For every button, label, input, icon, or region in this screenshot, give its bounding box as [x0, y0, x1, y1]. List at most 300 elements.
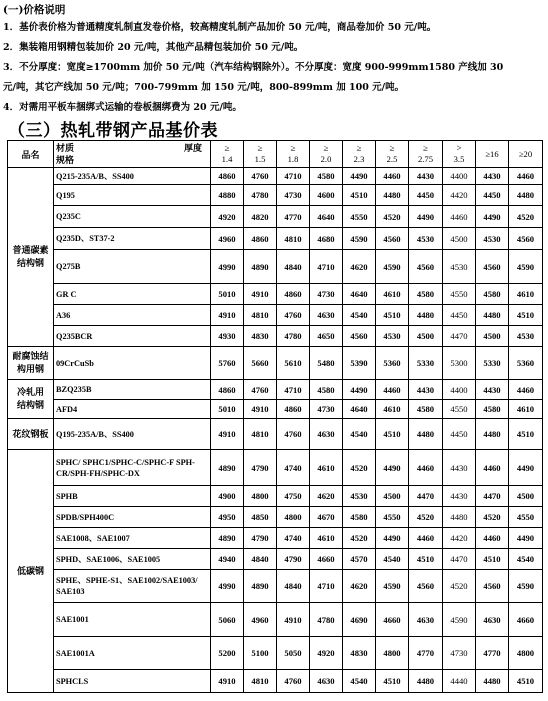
price-cell: 4450	[476, 185, 509, 206]
price-cell: 4630	[310, 670, 343, 693]
price-cell: 4600	[310, 185, 343, 206]
price-cell: 4490	[376, 450, 409, 486]
price-cell: 4740	[277, 450, 310, 486]
material-spec: SAE1001A	[54, 637, 211, 670]
thickness-column-header	[443, 141, 476, 168]
price-cell: 4590	[376, 250, 409, 284]
price-cell: 4540	[343, 305, 376, 326]
price-cell: 4560	[509, 228, 543, 250]
price-cell: 4530	[443, 250, 476, 284]
price-cell: 4730	[277, 185, 310, 206]
price-cell: 4770	[277, 206, 310, 228]
price-cell: 4800	[244, 486, 277, 507]
price-cell: 4610	[509, 400, 543, 419]
price-cell: 4400	[443, 380, 476, 400]
material-spec: SPHC/ SPHC1/SPHC-C/SPHC-F SPH-CR/SPH-FH/SPHC-DX	[54, 450, 211, 486]
price-cell: 4660	[310, 549, 343, 570]
material-spec: SAE1001	[54, 603, 211, 637]
table-row	[8, 603, 543, 637]
table-row	[8, 347, 543, 380]
price-cell: 4630	[310, 419, 343, 450]
spec-header	[54, 141, 211, 168]
material-spec: 09CrCuSb	[54, 347, 211, 380]
price-cell: 4880	[211, 185, 244, 206]
note-4: 4．对需用平板车捆绑式运输的卷板捆绑费为 20 元/吨。	[3, 102, 242, 113]
price-cell: 4490	[343, 380, 376, 400]
price-cell: 4770	[476, 637, 509, 670]
thickness-label: 厚度	[183, 143, 202, 153]
price-cell: 4790	[277, 549, 310, 570]
price-cell: 4480	[443, 507, 476, 528]
thickness-operator: ≥	[224, 143, 230, 153]
price-cell: 4990	[211, 250, 244, 284]
price-cell: 4960	[244, 603, 277, 637]
price-cell: 4840	[277, 570, 310, 603]
price-cell: 4610	[376, 400, 409, 419]
product-category: 冷轧用 结构钢	[8, 380, 54, 419]
price-cell: 4840	[244, 549, 277, 570]
price-cell: 4730	[310, 284, 343, 305]
price-cell: 4810	[277, 228, 310, 250]
price-cell: 4470	[443, 549, 476, 570]
price-cell: 5610	[277, 347, 310, 380]
material-spec: Q235C	[54, 206, 211, 228]
price-cell: 5760	[211, 347, 244, 380]
price-cell: 4460	[409, 528, 443, 549]
price-cell: 4550	[443, 400, 476, 419]
thickness-value: 1.4	[221, 154, 233, 164]
section-title: （三）热轧带钢产品基价表	[8, 121, 218, 141]
price-cell: 5480	[310, 347, 343, 380]
material-spec: SPHD、SAE1006、SAE1005	[54, 549, 211, 570]
price-cell: 4790	[244, 528, 277, 549]
price-cell: 4530	[343, 486, 376, 507]
price-cell: 4580	[476, 400, 509, 419]
price-cell: 4550	[443, 284, 476, 305]
price-cell: 4560	[376, 228, 409, 250]
price-cell: 4490	[509, 450, 543, 486]
price-cell: 4580	[476, 284, 509, 305]
price-cell: 5390	[343, 347, 376, 380]
price-cell: 4590	[376, 570, 409, 603]
material-spec: SAE1008、SAE1007	[54, 528, 211, 549]
price-cell: 4420	[443, 185, 476, 206]
price-cell: 4890	[244, 570, 277, 603]
price-cell: 4540	[376, 549, 409, 570]
price-cell: 4490	[376, 528, 409, 549]
price-cell: 4890	[244, 250, 277, 284]
price-cell: 4530	[409, 228, 443, 250]
price-cell: 4710	[277, 168, 310, 185]
thickness-column-header	[376, 141, 409, 168]
note-1: 1．基价表价格为普通精度轧制直发卷价格，较高精度轧制产品加价 50 元/吨，商品卷加价 50 元/吨。	[3, 22, 437, 33]
price-cell: 4790	[244, 450, 277, 486]
thickness-value: 1.5	[254, 154, 266, 164]
table-row	[8, 549, 543, 570]
price-cell: 4830	[343, 637, 376, 670]
price-cell: 4710	[310, 570, 343, 603]
notes-heading: (一)价格说明	[3, 4, 66, 16]
material-spec: GR C	[54, 284, 211, 305]
price-cell: 4460	[476, 528, 509, 549]
price-cell: 4590	[343, 228, 376, 250]
price-cell: 4560	[343, 326, 376, 347]
material-spec: AFD4	[54, 400, 211, 419]
price-cell: 4510	[376, 419, 409, 450]
price-cell: 4540	[343, 670, 376, 693]
material-spec: A36	[54, 305, 211, 326]
price-cell: 4480	[509, 185, 543, 206]
price-notes	[3, 18, 543, 118]
price-cell: 4560	[476, 250, 509, 284]
price-cell: 5010	[211, 400, 244, 419]
material-spec: Q275B	[54, 250, 211, 284]
thickness-operator: ≥	[323, 143, 329, 153]
price-cell: 4510	[376, 670, 409, 693]
price-cell: 4460	[509, 168, 543, 185]
price-cell: 5300	[443, 347, 476, 380]
price-cell: 4740	[277, 528, 310, 549]
thickness-column-header	[310, 141, 343, 168]
thickness-operator: >	[456, 143, 462, 153]
thickness-column-header	[409, 141, 443, 168]
price-cell: 4470	[443, 326, 476, 347]
price-cell: 4730	[310, 400, 343, 419]
thickness-operator: ≥	[423, 143, 428, 153]
price-cell: 4490	[409, 206, 443, 228]
price-cell: 5660	[244, 347, 277, 380]
price-cell: 4480	[476, 670, 509, 693]
thickness-column-header	[343, 141, 376, 168]
price-cell: 4640	[310, 206, 343, 228]
price-cell: 4480	[476, 419, 509, 450]
table-row	[8, 400, 543, 419]
price-cell: 4460	[376, 168, 409, 185]
table-row	[8, 450, 543, 486]
price-cell: 4480	[409, 419, 443, 450]
price-cell: 4770	[409, 637, 443, 670]
price-cell: 5050	[277, 637, 310, 670]
price-cell: 4690	[343, 603, 376, 637]
price-cell: 4480	[409, 670, 443, 693]
thickness-operator: ≥	[290, 143, 296, 153]
price-cell: 4800	[277, 507, 310, 528]
price-cell: 4580	[343, 507, 376, 528]
price-cell: 4760	[244, 380, 277, 400]
price-cell: 5330	[476, 347, 509, 380]
price-cell: 4590	[509, 570, 543, 603]
price-cell: 4730	[443, 637, 476, 670]
price-cell: 4510	[343, 185, 376, 206]
price-cell: 5100	[244, 637, 277, 670]
price-cell: 4480	[476, 305, 509, 326]
price-cell: 4460	[409, 450, 443, 486]
price-cell: 4500	[443, 228, 476, 250]
price-cell: 4430	[443, 450, 476, 486]
price-cell: 4780	[277, 326, 310, 347]
price-cell: 4510	[409, 549, 443, 570]
price-cell: 4460	[509, 380, 543, 400]
price-cell: 4580	[310, 380, 343, 400]
material-spec: SPHCLS	[54, 670, 211, 693]
price-cell: 4910	[211, 305, 244, 326]
price-cell: 4910	[277, 603, 310, 637]
price-cell: 4430	[476, 168, 509, 185]
price-cell: 4930	[211, 326, 244, 347]
price-cell: 4520	[343, 450, 376, 486]
price-cell: 4500	[376, 486, 409, 507]
price-cell: 4450	[409, 185, 443, 206]
price-cell: 4550	[343, 206, 376, 228]
price-cell: 4520	[443, 570, 476, 603]
price-cell: 4860	[244, 228, 277, 250]
thickness-operator: ≥	[389, 143, 395, 153]
price-cell: 4630	[476, 603, 509, 637]
price-cell: 4590	[443, 603, 476, 637]
price-cell: 4750	[277, 486, 310, 507]
price-cell: 4400	[443, 168, 476, 185]
price-cell: 4680	[310, 228, 343, 250]
price-cell: 4900	[211, 486, 244, 507]
price-cell: 4800	[376, 637, 409, 670]
price-cell: 4960	[211, 228, 244, 250]
material-label: 材质	[56, 143, 75, 153]
price-cell: 4480	[409, 305, 443, 326]
price-cell: 4910	[244, 284, 277, 305]
price-cell: 4830	[244, 326, 277, 347]
price-cell: 4920	[211, 206, 244, 228]
product-category: 花纹钢板	[8, 419, 54, 450]
price-cell: 4760	[277, 419, 310, 450]
price-cell: 4510	[509, 305, 543, 326]
price-cell: 4540	[509, 549, 543, 570]
material-spec: Q215-235A/B、SS400	[54, 168, 211, 185]
price-cell: 4530	[476, 228, 509, 250]
price-cell: 4560	[476, 570, 509, 603]
price-cell: 4710	[310, 250, 343, 284]
material-spec: SPDB/SPH400C	[54, 507, 211, 528]
price-cell: 4530	[376, 326, 409, 347]
spec-label: 规格	[56, 155, 75, 165]
price-cell: 4950	[211, 507, 244, 528]
material-spec: Q195	[54, 185, 211, 206]
price-cell: 4590	[509, 250, 543, 284]
thickness-column-header	[509, 141, 543, 168]
price-cell: 4440	[443, 670, 476, 693]
price-cell: 4510	[376, 305, 409, 326]
price-cell: 4610	[310, 450, 343, 486]
thickness-value: 2.3	[353, 154, 365, 164]
table-row	[8, 637, 543, 670]
price-cell: 4490	[509, 528, 543, 549]
price-cell: 4500	[476, 326, 509, 347]
price-cell: 4840	[277, 250, 310, 284]
product-category: 低碳钢	[8, 450, 54, 693]
table-row	[8, 670, 543, 693]
price-cell: 4810	[244, 670, 277, 693]
price-cell: 4820	[244, 206, 277, 228]
price-cell: 4460	[476, 450, 509, 486]
table-row	[8, 570, 543, 603]
price-cell: 4580	[409, 284, 443, 305]
price-cell: 4620	[343, 250, 376, 284]
product-header: 品名	[8, 141, 54, 168]
price-cell: 4450	[443, 419, 476, 450]
price-cell: 4620	[310, 486, 343, 507]
price-cell: 4860	[277, 400, 310, 419]
price-cell: 4990	[211, 570, 244, 603]
price-cell: 4800	[509, 637, 543, 670]
price-cell: 4670	[310, 507, 343, 528]
price-cell: 4890	[211, 450, 244, 486]
price-cell: 4480	[376, 185, 409, 206]
thickness-value: 2.0	[320, 154, 332, 164]
price-cell: 4910	[211, 670, 244, 693]
table-row	[8, 228, 543, 250]
price-cell: 4890	[211, 528, 244, 549]
price-cell: 4500	[409, 326, 443, 347]
material-spec: Q235D、ST37-2	[54, 228, 211, 250]
thickness-value: 2.5	[386, 154, 398, 164]
price-cell: 4780	[244, 185, 277, 206]
price-cell: 4490	[476, 206, 509, 228]
thickness-value: ≥16	[485, 148, 499, 159]
price-cell: 4530	[509, 326, 543, 347]
thickness-column-header	[244, 141, 277, 168]
price-cell: 4470	[476, 486, 509, 507]
price-cell: 4520	[343, 528, 376, 549]
price-cell: 4940	[211, 549, 244, 570]
price-cell: 4460	[443, 206, 476, 228]
price-cell: 5360	[509, 347, 543, 380]
price-cell: 4780	[310, 603, 343, 637]
table-row	[8, 185, 543, 206]
price-cell: 4510	[476, 549, 509, 570]
table-row	[8, 206, 543, 228]
price-cell: 4910	[244, 400, 277, 419]
table-row	[8, 168, 543, 185]
thickness-value: ≥20	[518, 148, 533, 159]
price-cell: 4520	[376, 206, 409, 228]
price-cell: 4490	[343, 168, 376, 185]
price-cell: 4650	[310, 326, 343, 347]
price-cell: 4610	[310, 528, 343, 549]
thickness-column-header	[277, 141, 310, 168]
price-cell: 4860	[211, 380, 244, 400]
price-cell: 4810	[244, 419, 277, 450]
price-cell: 4710	[277, 380, 310, 400]
table-row	[8, 326, 543, 347]
price-cell: 4520	[476, 507, 509, 528]
thickness-value: 1.8	[287, 154, 299, 164]
price-cell: 4460	[376, 380, 409, 400]
price-cell: 4500	[509, 486, 543, 507]
price-cell: 4640	[343, 284, 376, 305]
price-cell: 4660	[509, 603, 543, 637]
price-cell: 4580	[409, 400, 443, 419]
price-cell: 4560	[409, 570, 443, 603]
price-cell: 4760	[277, 670, 310, 693]
price-cell: 4910	[211, 419, 244, 450]
thickness-column-header	[476, 141, 509, 168]
price-cell: 4560	[409, 250, 443, 284]
price-cell: 4520	[509, 206, 543, 228]
table-row	[8, 284, 543, 305]
price-cell: 4430	[409, 380, 443, 400]
price-cell: 4550	[509, 507, 543, 528]
price-cell: 4430	[476, 380, 509, 400]
price-cell: 4620	[343, 570, 376, 603]
price-cell: 4540	[343, 419, 376, 450]
price-cell: 4430	[443, 486, 476, 507]
price-cell: 4430	[409, 168, 443, 185]
table-header-row	[8, 141, 543, 168]
price-cell: 5200	[211, 637, 244, 670]
price-cell: 4570	[343, 549, 376, 570]
price-cell: 4760	[244, 168, 277, 185]
price-cell: 4920	[310, 637, 343, 670]
note-3-continued: 元/吨，其它产线加 50 元/吨；700-799mm 加 150 元/吨，800-899mm 加 100 元/吨。	[3, 82, 405, 93]
price-cell: 4610	[509, 284, 543, 305]
price-table	[7, 140, 543, 693]
price-cell: 4810	[244, 305, 277, 326]
thickness-value: 3.5	[453, 154, 465, 164]
price-cell: 4850	[244, 507, 277, 528]
price-cell: 4860	[277, 284, 310, 305]
price-cell: 4860	[211, 168, 244, 185]
thickness-operator: ≥	[356, 143, 362, 153]
product-category: 耐腐蚀结 构用钢	[8, 347, 54, 380]
price-cell: 4640	[343, 400, 376, 419]
thickness-column-header	[211, 141, 244, 168]
price-cell: 4470	[409, 486, 443, 507]
price-cell: 5010	[211, 284, 244, 305]
price-cell: 5060	[211, 603, 244, 637]
price-cell: 4520	[409, 507, 443, 528]
table-row	[8, 250, 543, 284]
price-cell: 4630	[310, 305, 343, 326]
thickness-operator: ≥	[257, 143, 263, 153]
price-cell: 4610	[376, 284, 409, 305]
table-body	[8, 168, 543, 693]
price-cell: 5360	[376, 347, 409, 380]
price-cell: 4450	[443, 305, 476, 326]
table-row	[8, 419, 543, 450]
price-cell: 4580	[310, 168, 343, 185]
material-spec: Q195-235A/B、SS400	[54, 419, 211, 450]
price-cell: 4660	[376, 603, 409, 637]
price-cell: 4510	[509, 419, 543, 450]
price-cell: 4630	[409, 603, 443, 637]
table-row	[8, 380, 543, 400]
product-category: 普通碳素 结构钢	[8, 168, 54, 347]
price-cell: 4760	[277, 305, 310, 326]
table-row	[8, 305, 543, 326]
note-3: 3．不分厚度：宽度≥1700mm 加价 50 元/吨（汽车结构钢除外）。不分厚度：宽度 900-999mm1580 产线加 30	[3, 62, 504, 73]
price-cell: 4420	[443, 528, 476, 549]
table-row	[8, 507, 543, 528]
material-spec: Q235BCR	[54, 326, 211, 347]
thickness-value: 2.75	[417, 154, 434, 164]
note-2: 2．集装箱用钢精包装加价 20 元/吨，其他产品精包装加价 50 元/吨。	[3, 42, 304, 53]
price-cell: 4510	[509, 670, 543, 693]
material-spec: BZQ235B	[54, 380, 211, 400]
material-spec: SPHB	[54, 486, 211, 507]
table-row	[8, 486, 543, 507]
price-cell: 5330	[409, 347, 443, 380]
table-row	[8, 528, 543, 549]
material-spec: SPHE、SPHE-S1、SAE1002/SAE1003/ SAE103	[54, 570, 211, 603]
